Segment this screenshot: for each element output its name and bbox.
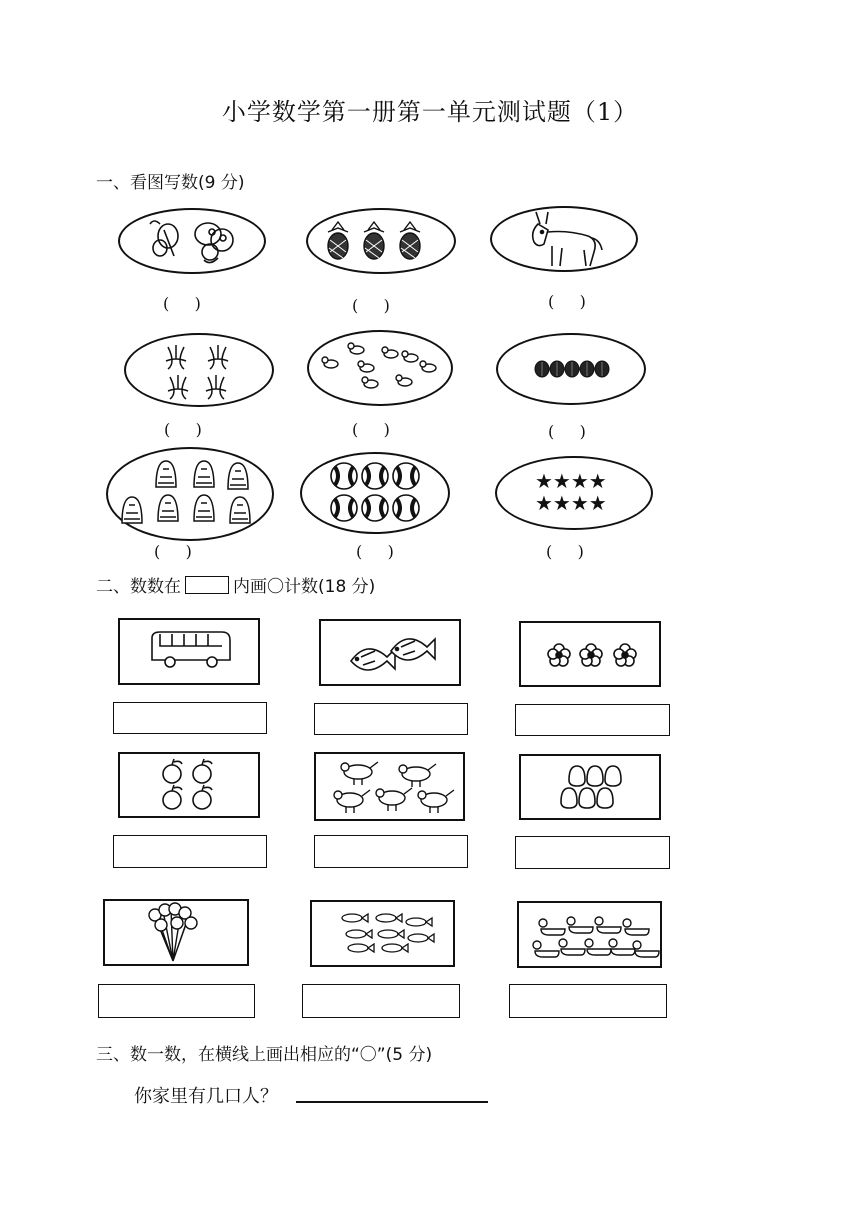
answer-box[interactable] — [509, 984, 667, 1018]
answer-paren[interactable]: ( ) — [548, 292, 586, 311]
picture-box — [319, 619, 461, 686]
answer-box[interactable] — [98, 984, 255, 1018]
answer-box[interactable] — [515, 704, 670, 736]
section-2-heading-post: 内画〇计数(18 分) — [233, 577, 376, 597]
picture-oval — [490, 206, 638, 272]
picture-oval — [124, 333, 274, 407]
answer-box[interactable] — [113, 835, 267, 868]
answer-paren[interactable]: ( ) — [356, 542, 394, 561]
apple-icon — [120, 754, 258, 816]
picture-oval — [495, 456, 653, 530]
striped-ball-icon — [302, 454, 448, 532]
fish-icon — [321, 621, 459, 684]
picture-oval — [300, 452, 450, 534]
picture-box — [118, 752, 260, 818]
answer-box[interactable] — [113, 702, 267, 734]
answer-paren[interactable]: ( ) — [352, 420, 390, 439]
answer-paren[interactable]: ( ) — [164, 420, 202, 439]
picture-box — [519, 621, 661, 687]
picture-box — [314, 752, 465, 821]
small-box-icon — [185, 576, 229, 594]
answer-paren[interactable]: ( ) — [154, 542, 192, 561]
answer-paren[interactable]: ( ) — [163, 294, 201, 313]
star-icon — [497, 458, 651, 528]
answer-box[interactable] — [314, 835, 468, 868]
duck-icon — [519, 903, 660, 966]
section-3-heading: 三、数一数，在横线上画出相应的“〇”(5 分) — [96, 1045, 433, 1065]
svg-text:★★★★: ★★★★ — [535, 469, 607, 493]
picture-oval — [106, 447, 274, 541]
picture-oval — [496, 333, 646, 405]
picture-box — [517, 901, 662, 968]
donkey-icon — [492, 208, 636, 270]
flower-icon — [521, 623, 659, 685]
answer-paren[interactable]: ( ) — [352, 296, 390, 315]
dark-bead-icon — [498, 335, 644, 403]
answer-paren[interactable]: ( ) — [548, 422, 586, 441]
section-2-heading — [96, 572, 375, 597]
chicken-icon — [316, 754, 463, 819]
small-fish-icon — [312, 902, 453, 965]
section-1-heading: 一、看图写数(9 分) — [96, 173, 245, 193]
picture-oval — [307, 330, 453, 406]
answer-paren[interactable]: ( ) — [546, 542, 584, 561]
picture-box — [519, 754, 661, 820]
section-2-heading-pre: 二、数数在 — [96, 577, 181, 597]
egg-icon — [521, 756, 659, 818]
answer-line[interactable] — [296, 1100, 488, 1103]
answer-box[interactable] — [314, 703, 468, 735]
picture-oval — [306, 208, 456, 274]
bus-icon — [120, 620, 258, 683]
page-title: 小学数学第一册第一单元测试题（1） — [221, 98, 639, 126]
butterfly-icon — [120, 210, 264, 272]
picture-oval — [118, 208, 266, 274]
picture-box — [118, 618, 260, 685]
small-bird-icon — [309, 332, 451, 404]
pineapple-icon — [308, 210, 454, 272]
svg-text:★★★★: ★★★★ — [535, 491, 607, 515]
picture-box — [103, 899, 249, 966]
bell-icon — [108, 449, 272, 539]
family-question: 你家里有几口人？ — [134, 1086, 278, 1107]
answer-box[interactable] — [302, 984, 460, 1018]
balloon-icon — [105, 901, 247, 964]
flower-bud-icon — [126, 335, 272, 405]
picture-box — [310, 900, 455, 967]
answer-box[interactable] — [515, 836, 670, 869]
